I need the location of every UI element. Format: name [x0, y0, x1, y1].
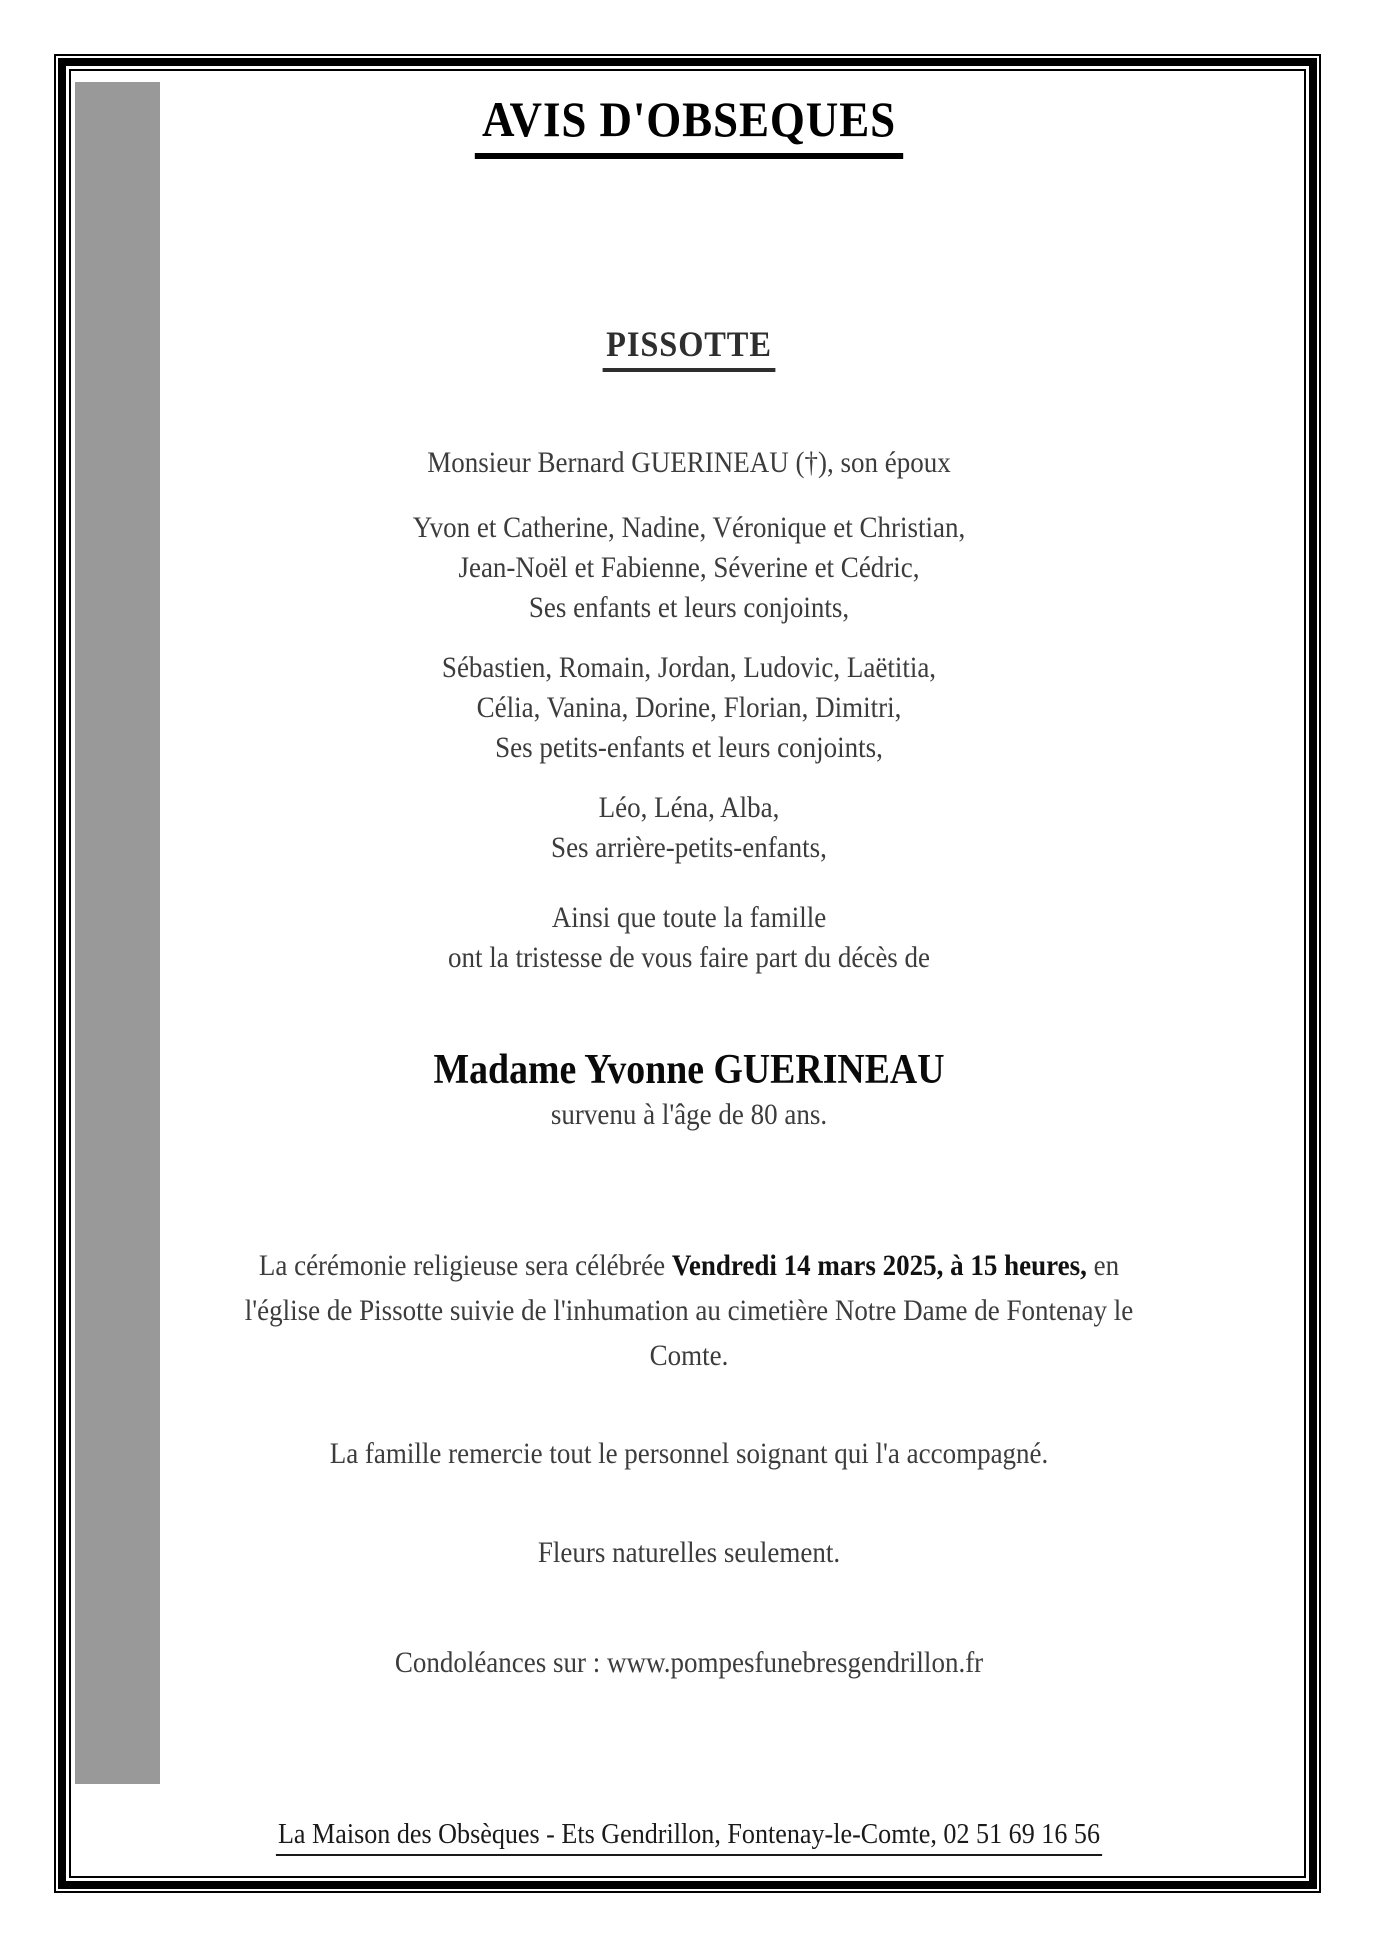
- funeral-home-footer: [127, 1818, 1252, 1856]
- notice-title: [127, 90, 1252, 159]
- family-group-announcement: [127, 898, 1252, 978]
- family-line: ont la tristesse de vous faire part du décès de: [447, 941, 931, 974]
- flowers-line: Fleurs naturelles seulement.: [537, 1536, 841, 1569]
- ceremony-line-1: [127, 1243, 1252, 1288]
- family-group-grandchildren: [127, 648, 1252, 768]
- commune-heading-text: PISSOTTE: [603, 323, 776, 372]
- ceremony-date-time: Vendredi 14 mars 2025, à 15 heures,: [671, 1249, 1087, 1282]
- family-line: Ainsi que toute la famille: [551, 901, 827, 934]
- ceremony-line-2: l'église de Pissotte suivie de l'inhumation au cimetière Notre Dame de Fontenay le: [244, 1294, 1134, 1327]
- notice-title-text: AVIS D'OBSEQUES: [475, 90, 903, 159]
- condolences-line: Condoléances sur : www.pompesfunebresgendrillon.fr: [394, 1646, 984, 1679]
- family-line: Léo, Léna, Alba,: [598, 791, 780, 824]
- ceremony-paragraph: [127, 1243, 1252, 1378]
- family-line: Sébastien, Romain, Jordan, Ludovic, Laëtitia,: [441, 651, 937, 684]
- ceremony-line-1-prefix: La cérémonie religieuse sera célébrée: [258, 1249, 672, 1282]
- notice-content: [127, 0, 1252, 1949]
- family-line: Jean-Noël et Fabienne, Séverine et Cédric,: [458, 551, 920, 584]
- family-line: Ses enfants et leurs conjoints,: [528, 591, 850, 624]
- family-line: Ses petits-enfants et leurs conjoints,: [495, 731, 883, 764]
- family-line: Célia, Vanina, Dorine, Florian, Dimitri,: [476, 691, 902, 724]
- deceased-name: Madame Yvonne GUERINEAU: [433, 1047, 945, 1093]
- commune-heading: [127, 323, 1252, 372]
- deceased-age-line: survenu à l'âge de 80 ans.: [550, 1098, 828, 1131]
- spouse-line-text: Monsieur Bernard GUERINEAU (†), son époux: [427, 446, 951, 479]
- family-line: Yvon et Catherine, Nadine, Véronique et Christian,: [412, 511, 966, 544]
- ceremony-line-3: Comte.: [649, 1339, 729, 1372]
- ceremony-line-1-suffix: en: [1086, 1249, 1120, 1282]
- spouse-line: [127, 443, 1252, 483]
- family-line: Ses arrière-petits-enfants,: [551, 831, 827, 864]
- family-group-great-grandchildren: [127, 788, 1252, 868]
- family-group-children: [127, 508, 1252, 628]
- funeral-home-footer-text: La Maison des Obsèques - Ets Gendrillon, Fontenay-le-Comte, 02 51 69 16 56: [276, 1818, 1102, 1856]
- thanks-line: La famille remercie tout le personnel soignant qui l'a accompagné.: [329, 1437, 1049, 1470]
